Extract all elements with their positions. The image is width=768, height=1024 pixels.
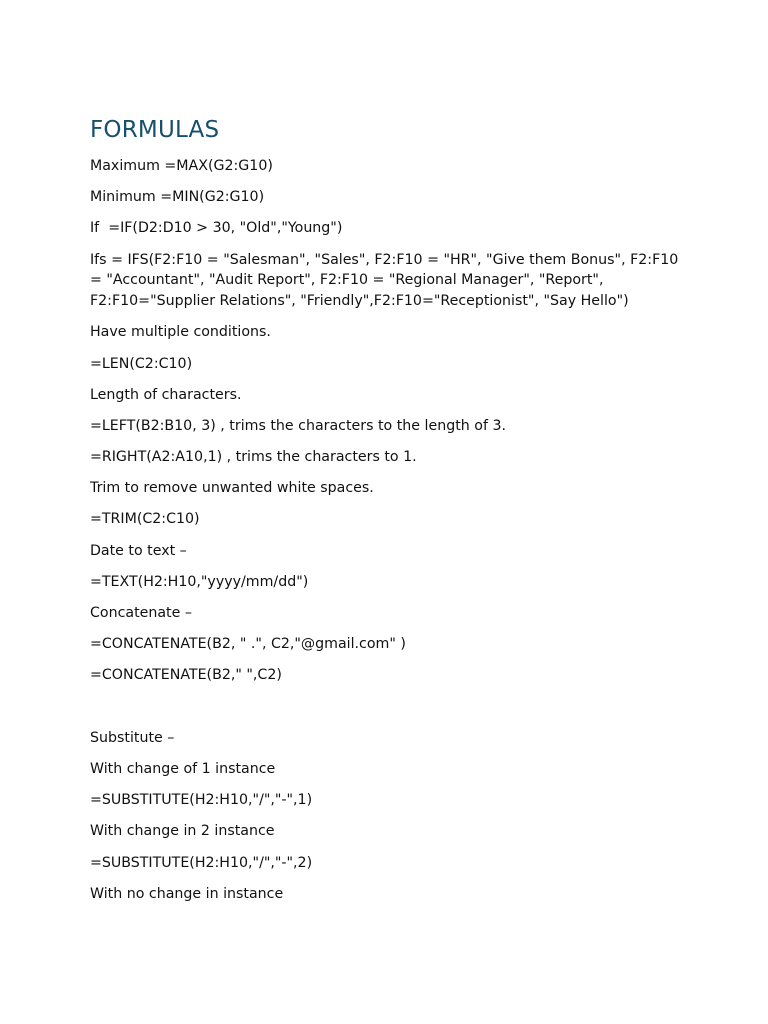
paragraph-max: Maximum =MAX(G2:G10) xyxy=(90,158,273,174)
paragraph-substitute-2: =SUBSTITUTE(H2:H10,"/","-",2) xyxy=(90,854,313,871)
paragraph-trim: =TRIM(C2:C10) xyxy=(90,511,200,528)
paragraph-length-note: Length of characters. xyxy=(90,386,242,403)
paragraph-change-2-note: With change in 2 instance xyxy=(90,823,275,840)
paragraph-blank xyxy=(90,697,680,718)
paragraph-date-to-text: Date to text – xyxy=(90,542,187,559)
paragraph-min: Minimum =MIN(G2:G10) xyxy=(90,189,265,206)
paragraph-left: =LEFT(B2:B10, 3) , trims the characters to the length of 3. xyxy=(90,417,506,434)
paragraph-ifs: Ifs = IFS(F2:F10 = "Salesman", "Sales", F2:F10 = "HR", "Give them Bonus", F2:F10 = "Accountant", "Audit Report", F2:F10 = "Regional Manager", "Report", F2:F10="Supplier Relations", "Friendly",F2:F10="Receptionist", "Say Hello") xyxy=(90,251,683,310)
paragraph-change-1-note: With change of 1 instance xyxy=(90,760,276,777)
document-page xyxy=(90,114,683,915)
paragraph-text: =TEXT(H2:H10,"yyyy/mm/dd") xyxy=(90,573,309,590)
paragraph-substitute-heading: Substitute – xyxy=(90,729,175,746)
paragraph-concatenate-space: =CONCATENATE(B2," ",C2) xyxy=(90,667,282,684)
paragraph-right: =RIGHT(A2:A10,1) , trims the characters to 1. xyxy=(90,449,417,466)
paragraph-substitute-1: =SUBSTITUTE(H2:H10,"/","-",1) xyxy=(90,792,313,809)
paragraph-if: If =IF(D2:D10 > 30, "Old","Young") xyxy=(90,220,343,237)
paragraph-concatenate-email: =CONCATENATE(B2, " .", C2,"@gmail.com" ) xyxy=(90,636,406,653)
paragraph-len: =LEN(C2:C10) xyxy=(90,355,193,372)
paragraph-multiple-conditions: Have multiple conditions. xyxy=(90,324,271,341)
paragraph-trim-note: Trim to remove unwanted white spaces. xyxy=(90,480,374,497)
document-title: FORMULAS xyxy=(90,117,220,143)
paragraph-no-change-note: With no change in instance xyxy=(90,885,284,902)
paragraph-concatenate-heading: Concatenate – xyxy=(90,605,192,622)
